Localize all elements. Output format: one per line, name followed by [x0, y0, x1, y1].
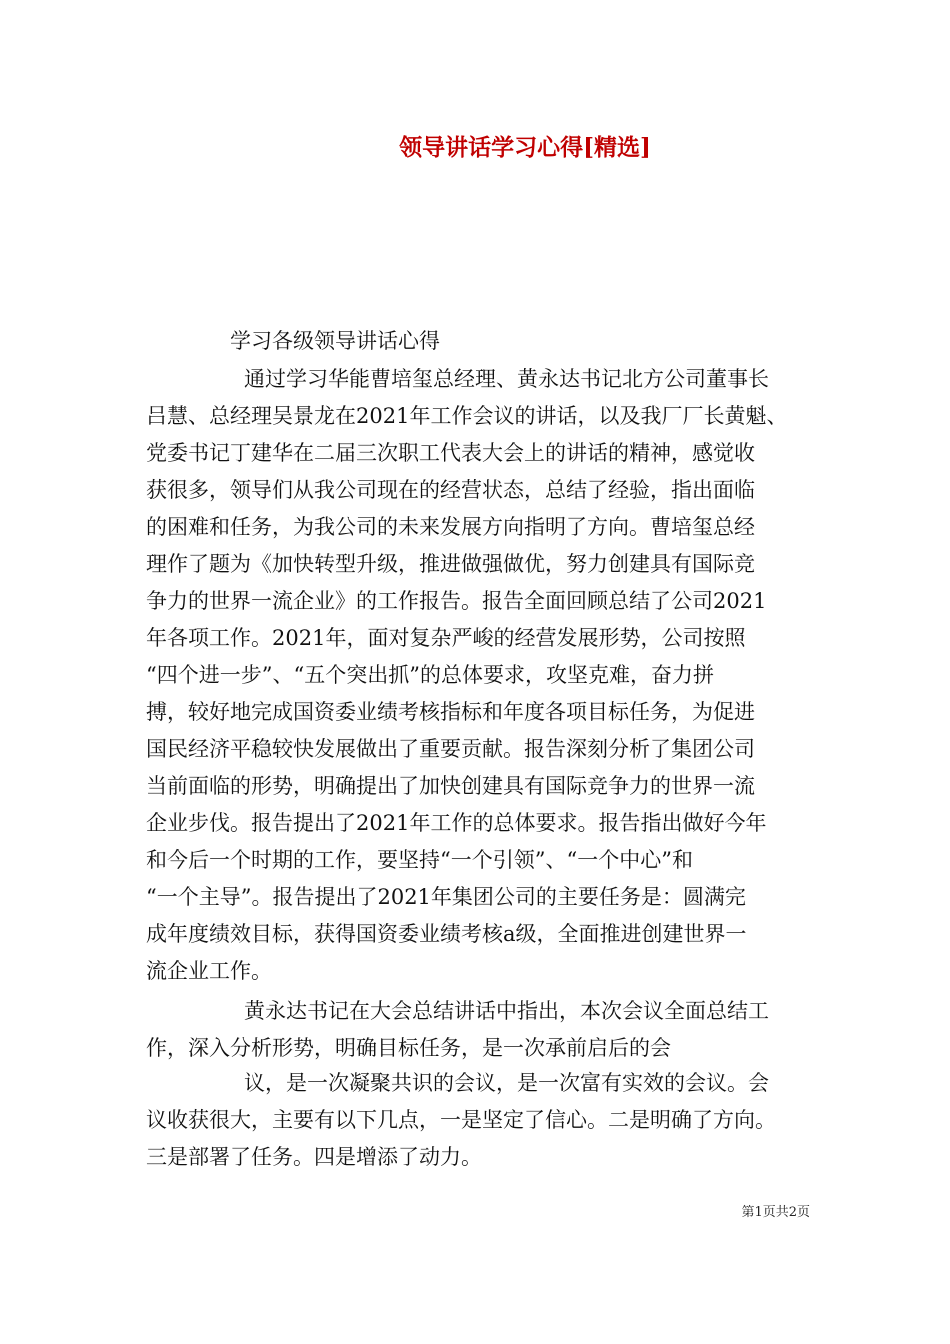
body-line: 议，是一次凝聚共识的会议，是一次富有实效的会议。会: [244, 1071, 769, 1095]
document-title: 领导讲话学习心得[精选]: [399, 134, 651, 161]
body-line: 年各项工作。2021年，面对复杂严峻的经营发展形势，公司按照: [146, 626, 746, 650]
body-line: 国民经济平稳较快发展做出了重要贡献。报告深刻分析了集团公司: [146, 737, 755, 761]
body-line: 黄永达书记在大会总结讲话中指出，本次会议全面总结工: [244, 999, 769, 1023]
body-line: 当前面临的形势，明确提出了加快创建具有国际竞争力的世界一流: [146, 774, 755, 798]
body-line: 三是部署了任务。四是增添了动力。: [146, 1145, 482, 1169]
document-subtitle: 学习各级领导讲话心得: [230, 329, 440, 353]
body-line: 获很多，领导们从我公司现在的经营状态，总结了经验，指出面临: [146, 478, 755, 502]
body-line: 吕慧、总经理吴景龙在2021年工作会议的讲话，以及我厂厂长黄魁、: [146, 404, 788, 428]
body-line: 党委书记丁建华在二届三次职工代表大会上的讲话的精神，感觉收: [146, 441, 755, 465]
body-line: 和今后一个时期的工作，要坚持“一个引领”、“一个中心”和: [146, 848, 693, 872]
body-line: 理作了题为《加快转型升级，推进做强做优，努力创建具有国际竞: [146, 552, 755, 576]
body-line: 流企业工作。: [146, 959, 272, 983]
body-line: “一个主导”。报告提出了2021年集团公司的主要任务是：圆满完: [146, 885, 746, 909]
page-number: 第1页共2页: [741, 1205, 810, 1220]
body-line: 的困难和任务，为我公司的未来发展方向指明了方向。曹培玺总经: [146, 515, 755, 539]
body-line: 通过学习华能曹培玺总经理、黄永达书记北方公司董事长: [244, 367, 769, 391]
body-line: 成年度绩效目标，获得国资委业绩考核a级，全面推进创建世界一: [146, 922, 747, 946]
body-line: 搏，较好地完成国资委业绩考核指标和年度各项目标任务，为促进: [146, 700, 755, 724]
body-line: “四个进一步”、“五个突出抓”的总体要求，攻坚克难，奋力拼: [146, 663, 714, 687]
body-line: 争力的世界一流企业》的工作报告。报告全面回顾总结了公司2021: [146, 589, 767, 613]
body-line: 作，深入分析形势，明确目标任务，是一次承前启后的会: [146, 1036, 671, 1060]
body-line: 议收获很大，主要有以下几点，一是坚定了信心。二是明确了方向。: [146, 1108, 776, 1132]
body-line: 企业步伐。报告提出了2021年工作的总体要求。报告指出做好今年: [146, 811, 767, 835]
